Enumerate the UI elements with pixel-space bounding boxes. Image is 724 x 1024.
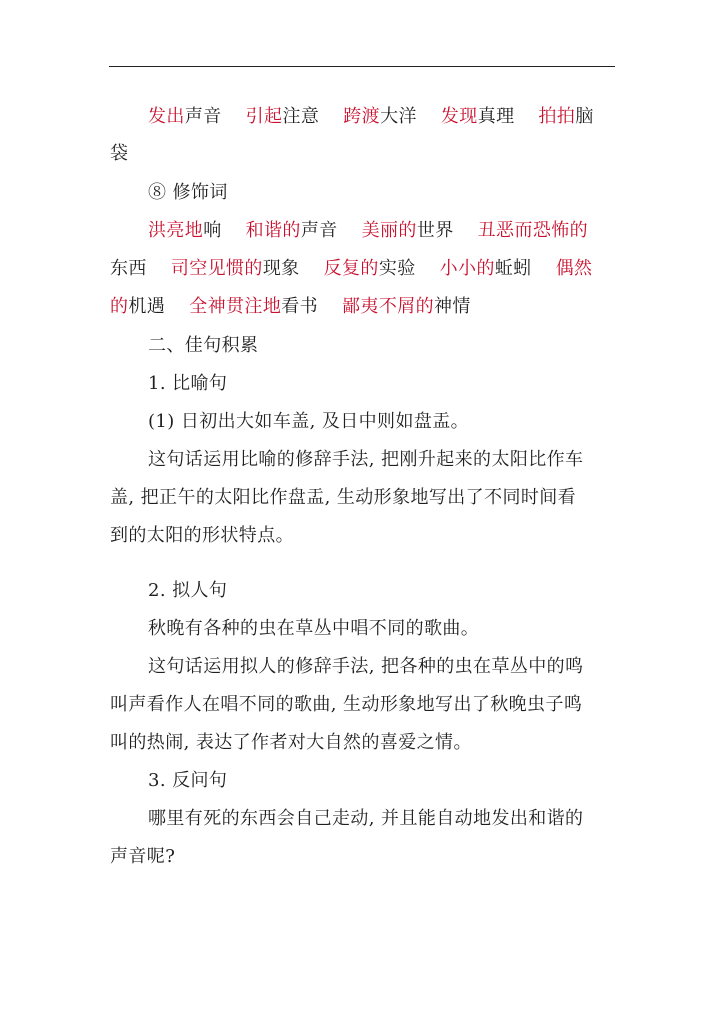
header-rule: [109, 66, 615, 67]
collocation-modifier: 司空见惯的: [170, 258, 263, 279]
collocation-head: 真理: [477, 106, 515, 127]
collocation-head: 东西: [110, 258, 147, 279]
collocation-head: 实验: [378, 258, 416, 279]
section-title: 二、佳句积累: [148, 335, 259, 356]
collocation-modifier: 偶然: [555, 258, 593, 279]
personification-title: 2. 拟人句: [148, 580, 228, 601]
personification-explanation-line: 叫声看作人在唱不同的歌曲, 生动形象地写出了秋晚虫子鸣: [110, 694, 583, 715]
metaphor-example: (1) 日初出大如车盖, 及日中则如盘盂。: [148, 411, 470, 432]
collocation-head: 脑: [575, 106, 594, 127]
collocation-modifier: 的: [110, 296, 129, 317]
metaphor-title: 1. 比喻句: [148, 373, 228, 394]
collocation-head: 看书: [281, 296, 319, 317]
collocation-head: 机遇: [128, 296, 166, 317]
rhetorical-question-example-line: 声音呢?: [110, 846, 176, 867]
collocation-modifier: 洪亮地: [148, 220, 204, 241]
collocation-modifier: 小小的: [439, 258, 495, 279]
collocation-line-3: [148, 220, 588, 242]
collocation-head: 大洋: [380, 106, 417, 127]
rhetorical-question-example-line: 哪里有死的东西会自己走动, 并且能自动地发出和谐的: [148, 808, 584, 829]
collocation-head: 响: [203, 220, 222, 241]
collocation-modifier: 鄙夷不屑的: [342, 296, 435, 317]
personification-explanation-line: 这句话运用拟人的修辞手法, 把各种的虫在草丛中的鸣: [148, 656, 584, 677]
collocation-modifier: 跨渡: [343, 106, 381, 127]
collocation-head: 神情: [434, 296, 471, 317]
collocation-modifier: 发现: [440, 106, 478, 127]
collocation-head: 声音: [300, 220, 338, 241]
metaphor-explanation-line: 这句话运用比喻的修辞手法, 把刚升起来的太阳比作车: [148, 449, 584, 470]
subheading-modifiers: ⑧ 修饰词: [148, 182, 228, 203]
collocation-head: 现象: [262, 258, 300, 279]
collocation-head: 声音: [184, 106, 222, 127]
collocation-line-2: [110, 143, 128, 165]
collocation-modifier: 和谐的: [245, 220, 301, 241]
collocation-modifier: 美丽的: [361, 220, 417, 241]
collocation-line-1: [148, 106, 594, 128]
collocation-line-5: [110, 296, 471, 318]
collocation-modifier: 引起: [245, 106, 283, 127]
metaphor-explanation-line: 盖, 把正午的太阳比作盘盂, 生动形象地写出了不同时间看: [110, 487, 577, 508]
collocation-head: 蚯蚓: [494, 258, 532, 279]
collocation-head: 注意: [282, 106, 320, 127]
metaphor-explanation-line: 到的太阳的形状特点。: [110, 525, 294, 546]
personification-explanation-line: 叫的热闹, 表达了作者对大自然的喜爱之情。: [110, 732, 472, 753]
collocation-head: 袋: [110, 143, 129, 164]
collocation-modifier: 拍拍: [538, 106, 576, 127]
rhetorical-question-title: 3. 反问句: [148, 770, 228, 791]
personification-example: 秋晚有各种的虫在草丛中唱不同的歌曲。: [148, 618, 480, 639]
collocation-modifier: 全神贯注地: [189, 296, 282, 317]
collocation-modifier: 发出: [148, 106, 185, 127]
collocation-modifier: 丑恶而恐怖的: [477, 220, 589, 241]
collocation-line-4: [110, 258, 592, 280]
collocation-head: 世界: [416, 220, 454, 241]
collocation-modifier: 反复的: [323, 258, 379, 279]
